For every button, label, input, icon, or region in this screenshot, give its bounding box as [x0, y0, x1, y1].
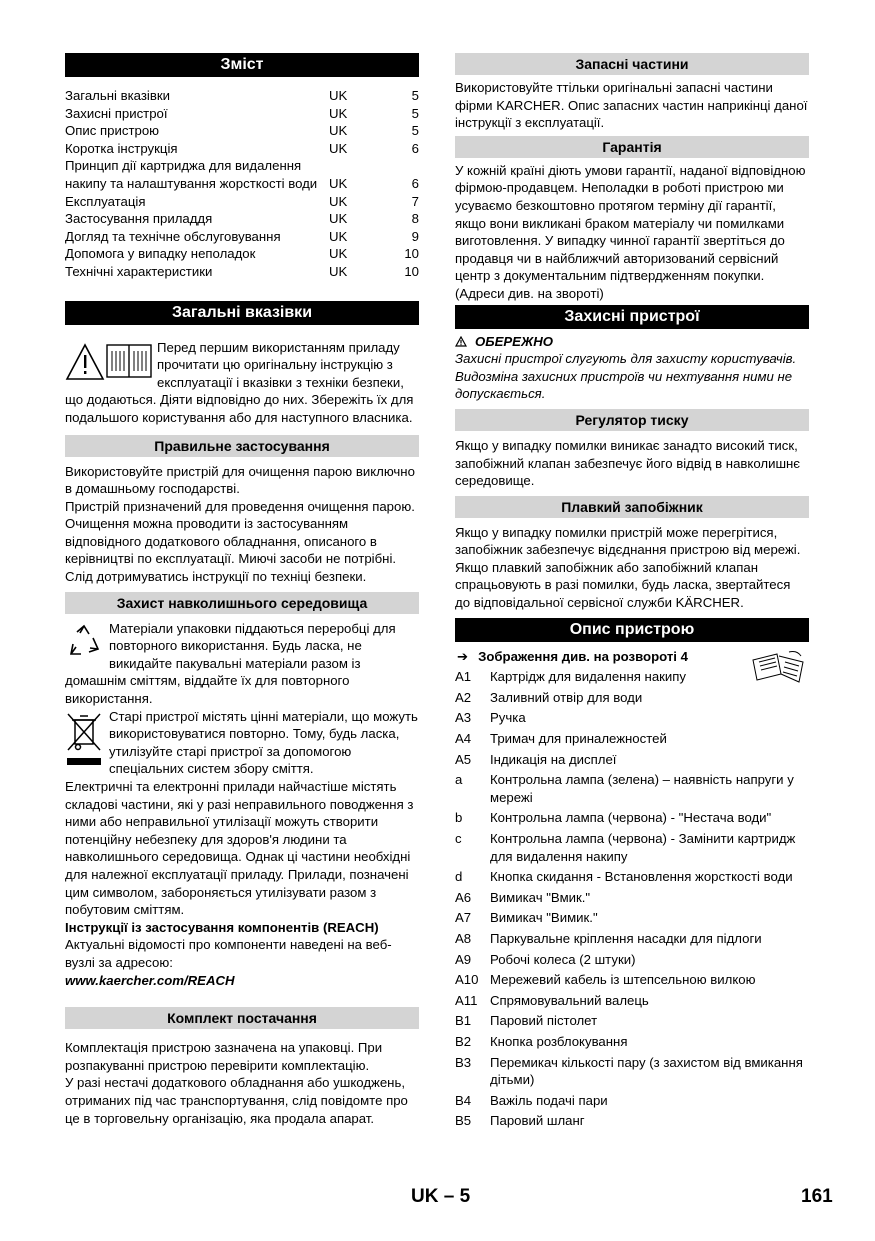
- legend-code: A1: [455, 669, 472, 685]
- recycling-icon: [65, 622, 103, 660]
- delivery-p2: У разі нестачі додаткового обладнання або ушкоджень, отриманих під час транспортування, слід повідомте про це в торговельну організацію, яка продала апарат.: [65, 1075, 408, 1126]
- legend-item: [455, 868, 809, 886]
- legend-item: [455, 771, 809, 806]
- toc-title: Допомога у випадку неполадок: [65, 246, 256, 262]
- toc-title: Застосування приладдя: [65, 211, 213, 227]
- legend-item: [455, 1054, 809, 1089]
- legend-item: [455, 1092, 809, 1110]
- toc-lang: UK: [329, 140, 348, 156]
- spare-parts-text: Використовуйте ттільки оригінальні запасні частини фірми KARCHER. Опис запасних частин наприкінці даної інструкції з експлуатації.: [455, 80, 808, 131]
- proper-use-p1: Використовуйте пристрій для очищення парою виключно в домашньому господарстві.: [65, 463, 415, 497]
- toc-page: 7: [411, 193, 419, 209]
- legend-text: Ручка: [490, 710, 526, 726]
- toc-row[interactable]: [65, 140, 419, 158]
- environment-p1: Матеріали упаковки піддаються переробці для повторного використання. Будь ласка, не викидайте пакувальні матеріали разом із домашнім сміттям, віддайте їх для повторного використання.: [65, 620, 396, 707]
- toc-row[interactable]: [65, 193, 419, 211]
- open-manual-icon: [749, 650, 809, 684]
- warning-manual-icon: [65, 341, 153, 381]
- toc-row[interactable]: [65, 228, 419, 246]
- legend-item: [455, 830, 809, 865]
- environment-heading: Захист навколишнього середовища: [65, 592, 419, 614]
- reach-title: Інструкції із застосування компонентів (REACH): [65, 919, 379, 935]
- toc-lang: UK: [329, 88, 348, 103]
- general-intro-text: Перед першим використанням приладу прочитати цю оригінальну інструкцію з експлуатації і вказівки з техніки безпеки, що додаються. Діяти відповідно до них. Збережіть їх для подальшого користування або для наступного власника.: [65, 339, 414, 425]
- legend-item: [455, 889, 809, 907]
- toc-page: 5: [411, 123, 419, 139]
- legend-item: [455, 992, 809, 1010]
- toc-title: Догляд та технічне обслуговування: [65, 228, 281, 244]
- legend-text: Тримач для приналежностей: [490, 731, 667, 747]
- toc-lang: UK: [329, 228, 348, 244]
- legend-text: Індикація на дисплеї: [490, 751, 617, 767]
- legend-code: B3: [455, 1054, 472, 1070]
- safety-heading: Захисні пристрої: [455, 305, 809, 329]
- legend-code: A7: [455, 910, 472, 926]
- toc-page: 10: [404, 263, 419, 279]
- legend-code: A6: [455, 889, 472, 905]
- legend-text: Перемикач кількості пару (з захистом від вмикання дітьми): [490, 1054, 803, 1088]
- toc-page: 6: [411, 140, 419, 156]
- toc-page: 9: [411, 228, 419, 244]
- toc-title: Коротка інструкція: [65, 140, 178, 156]
- toc-title: Принцип дії картриджа для видалення накипу та налаштування жорсткості води: [65, 158, 318, 191]
- pressure-heading: Регулятор тиску: [455, 409, 809, 431]
- toc-lang: UK: [329, 263, 348, 279]
- legend-text: Паркувальне кріплення насадки для підлоги: [490, 930, 762, 946]
- legend-item: [455, 951, 809, 969]
- caution-icon: [455, 336, 467, 347]
- legend-text: Мережевий кабель із штепсельною вилкою: [490, 972, 756, 988]
- footer-section: UK – 5: [411, 1186, 471, 1207]
- reach-url-link[interactable]: www.kaercher.com/REACH: [65, 972, 235, 988]
- warranty-note: (Адреси див. на звороті): [455, 285, 604, 301]
- legend-code: b: [455, 810, 463, 826]
- legend-text: Заливний отвір для води: [490, 689, 643, 705]
- legend-text: Робочі колеса (2 штуки): [490, 951, 636, 967]
- legend-item: [455, 930, 809, 948]
- table-of-contents: [65, 87, 419, 281]
- figure-ref-text: Зображення див. на розвороті 4: [478, 648, 688, 664]
- legend-item: [455, 809, 809, 827]
- description-heading: Опис пристрою: [455, 618, 809, 642]
- toc-lang: UK: [329, 105, 348, 121]
- caution-label: ОБЕРЕЖНО: [475, 333, 553, 349]
- legend-code: A4: [455, 731, 472, 747]
- toc-title: Загальні вказівки: [65, 88, 170, 103]
- delivery-heading: Комплект постачання: [65, 1007, 419, 1029]
- toc-lang: UK: [329, 193, 348, 209]
- legend-code: A3: [455, 710, 472, 726]
- toc-lang: UK: [329, 175, 348, 191]
- legend-item: [455, 751, 809, 769]
- toc-lang: UK: [329, 123, 348, 139]
- legend-code: B1: [455, 1013, 472, 1029]
- toc-title: Технічні характеристики: [65, 263, 213, 279]
- legend-code: a: [455, 772, 463, 788]
- legend-text: Контрольна лампа (червона) - Замінити картридж для видалення накипу: [490, 831, 796, 864]
- toc-row[interactable]: [65, 245, 419, 263]
- legend-item: [455, 689, 809, 707]
- toc-page: 10: [404, 246, 419, 262]
- legend-text: Важіль подачі пари: [490, 1092, 608, 1108]
- legend-text: Контрольна лампа (червона) - "Нестача води": [490, 810, 772, 826]
- legend-item: [455, 971, 809, 989]
- legend-text: Паровий пістолет: [490, 1013, 598, 1029]
- delivery-p1: Комплектація пристрою зазначена на упаковці. При розпакуванні пристрою перевірити комплектацію.: [65, 1040, 383, 1073]
- toc-page: 5: [411, 88, 419, 103]
- legend-item: [455, 909, 809, 927]
- toc-row[interactable]: [65, 122, 419, 140]
- legend-text: Спрямовувальний валець: [490, 992, 649, 1008]
- pressure-text: Якщо у випадку помилки виникає занадто високий тиск, запобіжний клапан забезпечує його відвід в навколишнє середовище.: [455, 437, 801, 489]
- toc-heading: Зміст: [65, 53, 419, 77]
- legend-item: [455, 730, 809, 748]
- environment-p3: Електричні та електронні прилади найчастіше містять складові частини, які у разі неправильного поводження з ними або неправильної утилізації можуть створити потенційну небезпеку для здоров'я людини та навколишнього середовища. Однак ці частини необхідні для належної експлуатації приладу. Прилади, позначені цим символом, забороняється утилізувати разом з побутовим сміттям.: [65, 779, 414, 918]
- legend-text: Вимикач "Вмик.": [490, 889, 591, 905]
- fuse-p1: Якщо у випадку помилки пристрій може перегрітися, запобіжник забезпечує відєднання пристрою від мережі.: [455, 524, 801, 558]
- toc-row[interactable]: [65, 87, 419, 105]
- legend-code: B2: [455, 1033, 472, 1049]
- legend-code: A5: [455, 751, 472, 767]
- legend-item: [455, 1112, 809, 1130]
- legend-code: A2: [455, 689, 472, 705]
- toc-page: 5: [411, 105, 419, 121]
- environment-p2: Старі пристрої містять цінні матеріали, що можуть використовуватися повторно. Тому, будь ласка, утилізуйте старі пристрої за допомогою спеціальних систем збору сміття.: [109, 708, 418, 777]
- toc-page: 8: [411, 211, 419, 227]
- legend-text: Вимикач "Вимик.": [490, 910, 598, 926]
- warranty-heading: Гарантія: [455, 136, 809, 158]
- legend-item: [455, 1012, 809, 1030]
- legend-text: Контрольна лампа (зелена) – наявність напруги у мережі: [490, 772, 794, 805]
- toc-title: Захисні пристрої: [65, 105, 168, 121]
- legend-item: [455, 1033, 809, 1051]
- legend-code: B4: [455, 1092, 472, 1108]
- legend-text: Паровий шланг: [490, 1113, 585, 1129]
- legend-code: d: [455, 869, 463, 885]
- toc-lang: UK: [329, 211, 348, 227]
- arrow-right-icon: ➔: [457, 648, 469, 664]
- recycle-block: [65, 620, 419, 708]
- footer-page-number: 161: [801, 1186, 833, 1207]
- toc-row[interactable]: [65, 263, 419, 281]
- legend-code: A10: [455, 972, 479, 988]
- general-intro-block: [65, 339, 419, 427]
- legend-item: [455, 709, 809, 727]
- toc-row[interactable]: [65, 210, 419, 228]
- toc-page: 6: [411, 175, 419, 191]
- caution-text: Захисні пристрої слугують для захисту користувачів. Видозміна захисних пристроїв чи нехтування ними не допускається.: [455, 351, 797, 402]
- reach-text: Актуальні відомості про компоненти наведені на веб-вузлі за адресою:: [65, 937, 392, 970]
- legend-text: Картрідж для видалення накипу: [490, 669, 687, 685]
- legend-code: A9: [455, 951, 472, 967]
- proper-use-heading: Правильне застосування: [65, 435, 419, 457]
- legend-code: A8: [455, 930, 472, 946]
- warranty-text: У кожній країні діють умови гарантії, наданої відповідною фірмою-продавцем. Неполадки в роботі пристрою ми усуваємо безкоштовно протягом терміну дії гарантії, якщо вони викликані браком матеріалу чи помилками виготовлення. У випадку чинної гарантії звертіться до продавця чи в найближчий авторизований сервісний центр з документальним підтвердженням покупки.: [455, 162, 806, 284]
- toc-title: Експлуатація: [65, 193, 146, 209]
- legend-text: Кнопка скидання - Встановлення жорсткості води: [490, 869, 793, 885]
- fuse-p2: Якщо плавкий запобіжник або запобіжний клапан спрацьовують в разі помилки, будь ласка, звертайтеся до відповідальної сервісної служби KÄRCHER.: [455, 559, 791, 611]
- toc-row[interactable]: [65, 105, 419, 123]
- weee-block: [65, 708, 419, 778]
- spare-parts-heading: Запасні частини: [455, 53, 809, 75]
- legend-code: c: [455, 831, 462, 846]
- legend-code: A11: [455, 992, 478, 1008]
- fuse-heading: Плавкий запобіжник: [455, 496, 809, 518]
- general-heading: Загальні вказівки: [65, 301, 419, 325]
- toc-lang: UK: [329, 246, 348, 262]
- right-column: [455, 53, 809, 1130]
- toc-title: Опис пристрою: [65, 123, 160, 139]
- legend-text: Кнопка розблокування: [490, 1033, 628, 1049]
- left-column: [65, 53, 419, 1127]
- proper-use-p2: Пристрій призначений для проведення очищення парою. Очищення можна проводити із застосуванням відповідного додаткового обладнання, описаного в керівництві по експлуатації. Миючі засоби не потрібні. Слід дотримуватись інструкції по техніці безпеки.: [65, 498, 415, 585]
- toc-row[interactable]: [65, 157, 419, 192]
- component-legend: [455, 668, 809, 1130]
- caution-line: [455, 333, 809, 351]
- crossed-bin-icon: [65, 710, 103, 768]
- legend-code: B5: [455, 1113, 472, 1129]
